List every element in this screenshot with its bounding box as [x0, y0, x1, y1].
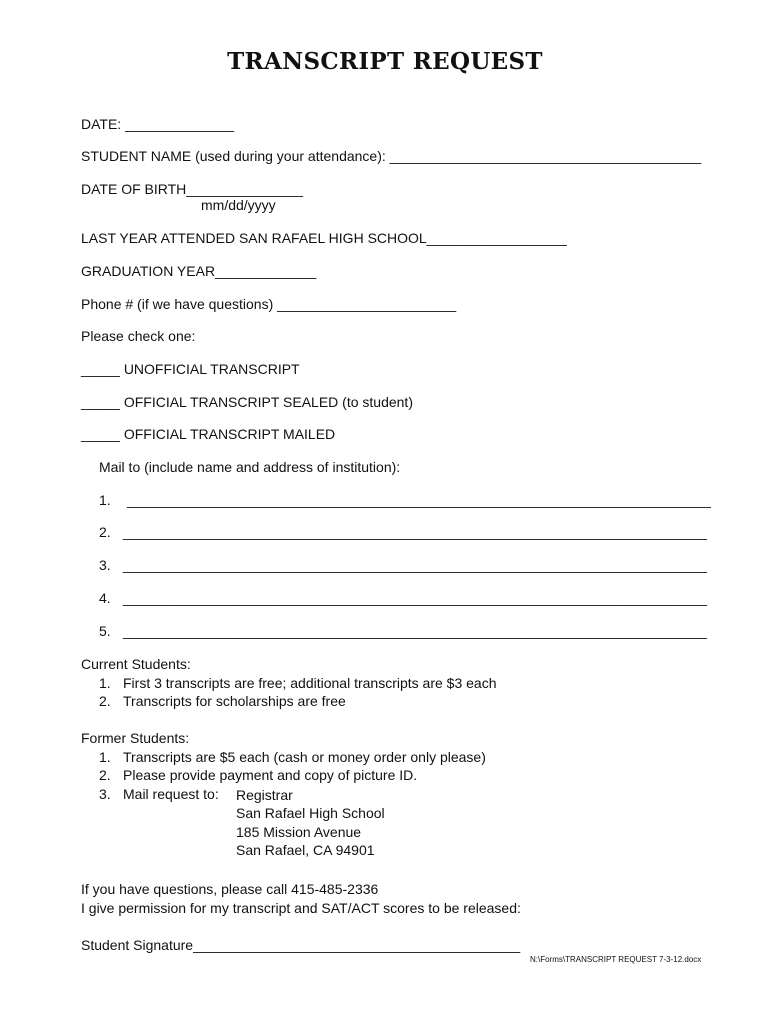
page-title: TRANSCRIPT REQUEST: [227, 48, 543, 75]
student-name-field[interactable]: STUDENT NAME (used during your attendance): ________________________________________: [81, 148, 702, 164]
list-item-text: Mail request to:: [123, 785, 219, 802]
list-item-text: Transcripts for scholarships are free: [123, 693, 346, 709]
phone-field[interactable]: Phone # (if we have questions) _______________________: [81, 296, 457, 312]
graduation-year-field[interactable]: GRADUATION YEAR_____________: [81, 263, 317, 279]
list-item: [99, 692, 497, 711]
mail-to-line-2[interactable]: ___________________________________________________________________________: [123, 524, 707, 540]
mail-to-line-3[interactable]: ___________________________________________________________________________: [123, 557, 707, 573]
list-number: 1.: [99, 674, 111, 691]
address-line: San Rafael, CA 94901: [236, 842, 375, 858]
questions-text: If you have questions, please call 415-485-2336: [81, 881, 379, 897]
permission-text: I give permission for my transcript and SAT/ACT scores to be released:: [81, 900, 521, 916]
list-number: 2.: [99, 767, 111, 783]
address-line: 185 Mission Avenue: [236, 823, 362, 840]
signature-field[interactable]: Student Signature__________________________________________: [81, 937, 521, 953]
list-item-text: Please provide payment and copy of picture ID.: [123, 767, 418, 783]
mail-to-number: 4.: [99, 590, 111, 606]
file-path-footer: N:\Forms\TRANSCRIPT REQUEST 7-3-12.docx: [530, 955, 702, 964]
current-students-heading: Current Students:: [81, 656, 191, 672]
list-number: 2.: [99, 693, 111, 709]
mail-to-line-5[interactable]: ___________________________________________________________________________: [123, 623, 707, 639]
mail-to-line-1[interactable]: ___________________________________________________________________________: [127, 492, 711, 508]
mail-to-number: 3.: [99, 557, 111, 573]
mail-to-number: 1.: [99, 492, 111, 508]
option-unofficial-transcript[interactable]: _____ UNOFFICIAL TRANSCRIPT: [81, 361, 300, 377]
mailing-address: [236, 786, 385, 860]
list-item-text: Transcripts are $5 each (cash or money order only please): [123, 748, 486, 765]
list-number: 3.: [99, 785, 111, 802]
list-item: [99, 674, 497, 693]
mail-to-label: Mail to (include name and address of institution):: [99, 459, 401, 475]
check-one-label: Please check one:: [81, 328, 196, 344]
mail-to-number: 2.: [99, 524, 111, 540]
option-official-sealed[interactable]: _____ OFFICIAL TRANSCRIPT SEALED (to student): [81, 394, 413, 410]
list-number: 1.: [99, 748, 111, 765]
list-item: [99, 766, 486, 785]
date-field[interactable]: DATE: ______________: [81, 116, 235, 132]
list-item: [99, 748, 486, 767]
option-official-mailed[interactable]: _____ OFFICIAL TRANSCRIPT MAILED: [81, 426, 336, 442]
last-year-attended-field[interactable]: LAST YEAR ATTENDED SAN RAFAEL HIGH SCHOOL__________________: [81, 230, 567, 246]
current-students-section: [81, 655, 497, 711]
date-format-hint: mm/dd/yyyy: [201, 197, 276, 213]
mail-to-number: 5.: [99, 623, 111, 639]
former-students-heading: Former Students:: [81, 730, 190, 746]
address-line: San Rafael High School: [236, 805, 385, 821]
mail-to-line-4[interactable]: ___________________________________________________________________________: [123, 590, 707, 606]
date-of-birth-field[interactable]: DATE OF BIRTH_______________: [81, 181, 304, 197]
list-item-text: First 3 transcripts are free; additional transcripts are $3 each: [123, 674, 497, 691]
address-line: Registrar: [236, 786, 293, 803]
